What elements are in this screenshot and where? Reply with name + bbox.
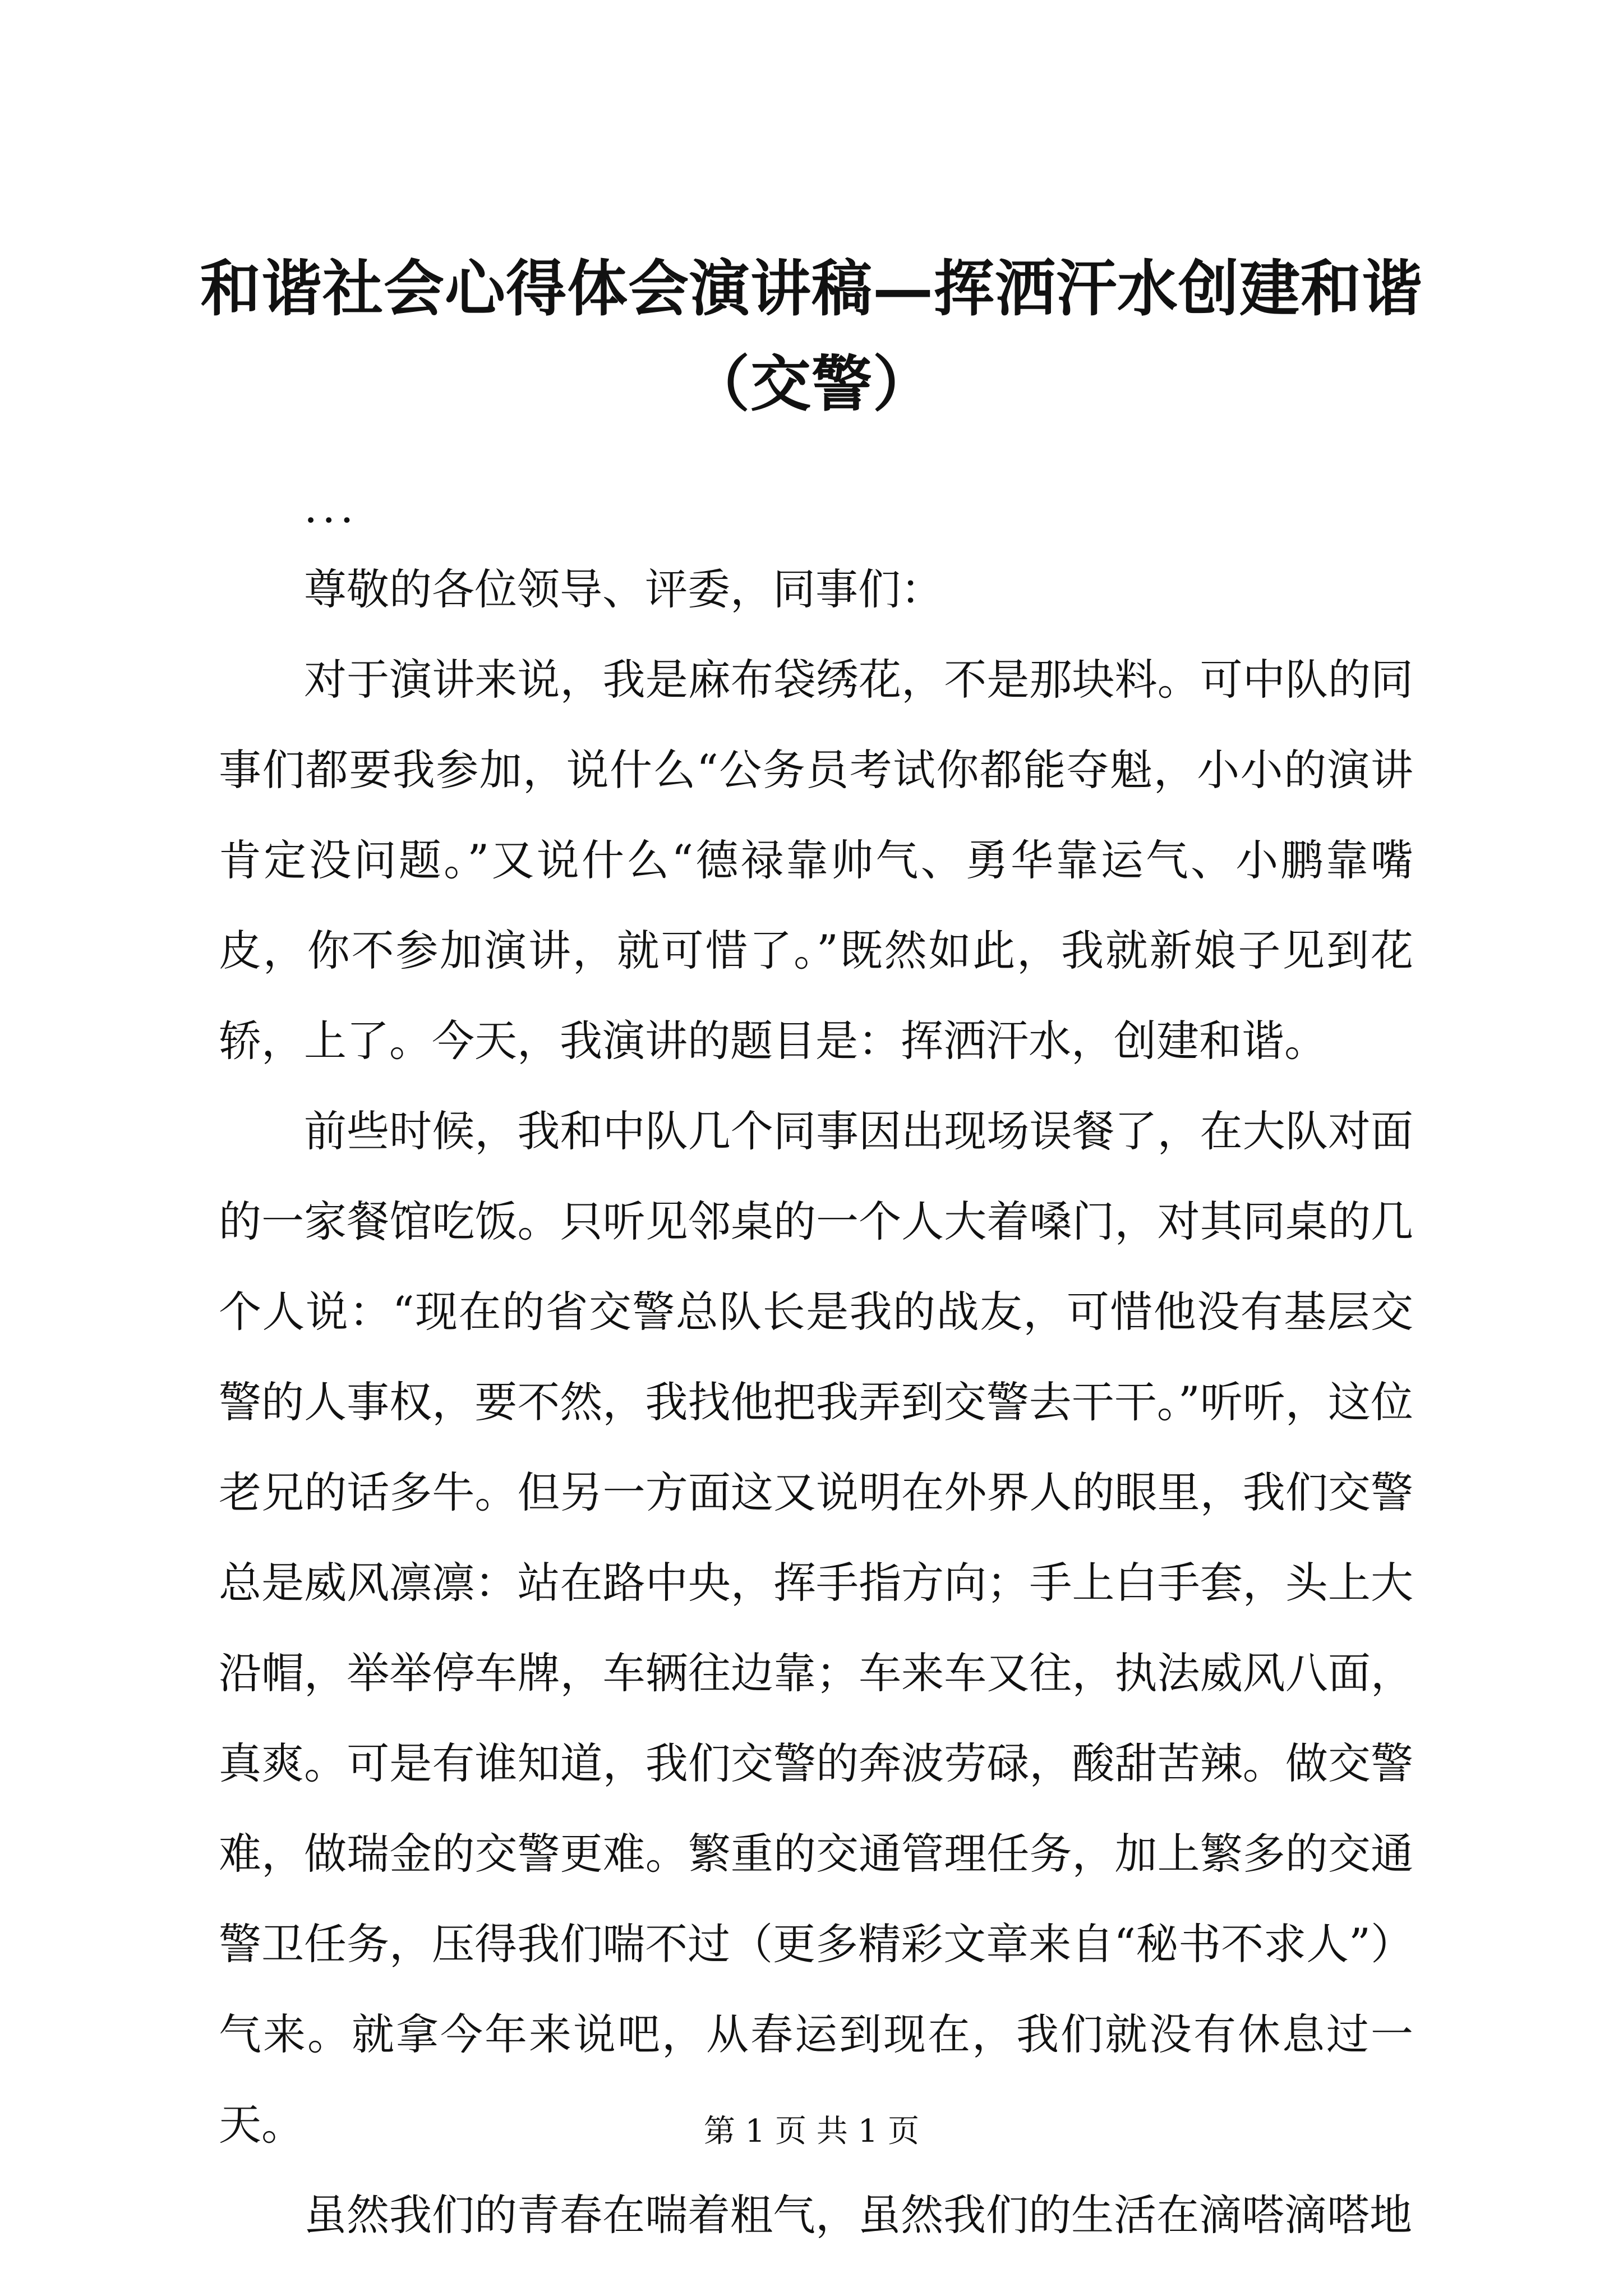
- title-line-2: （交警）: [689, 349, 934, 420]
- title-line-1: 和谐社会心得体会演讲稿—挥洒汗水创建和谐: [200, 254, 1423, 324]
- body-paragraph-3: 虽然我们的青春在喘着粗气，虽然我们的生活在滴嗒滴嗒地: [304, 2190, 1412, 2240]
- ellipsis-line: ...: [304, 482, 358, 532]
- body-paragraph-1: 对于演讲来说，我是麻布袋绣花，不是那块料。可中队的同事们都要我参加，说什么“公务员考试你都能夺魁，小小的演讲肯定没问题。”又说什么“德禄靠帅气、勇华靠运气、小鹏靠嘴皮，你不参加演讲，就可惜了。”既然如此，我就新娘子见到花轿，上了。今天，我演讲的题目是：挥洒汗水，创建和谐。: [219, 655, 1413, 1066]
- page-footer: 第 1 页 共 1 页: [703, 2113, 920, 2150]
- salutation-paragraph: 尊敬的各位领导、评委，同事们：: [304, 564, 943, 614]
- body-paragraph-2: 前些时候，我和中队几个同事因出现场误餐了，在大队对面的一家餐馆吃饭。只听见邻桌的一个人大着嗓门，对其同桌的几个人说：“现在的省交警总队长是我的战友，可惜他没有基层交警的人事权，要不然，我找他把我弄到交警去干干。”听听，这位老兄的话多牛。但另一方面这又说明在外界人的眼里，我们交警总是威风凛凛：站在路中央，挥手指方向；手上白手套，头上大沿帽，举举停车牌，车辆往边靠；车来车又往，执法威风八面，真爽。可是有谁知道，我们交警的奔波劳碌，酸甜苦辣。做交警难，做瑞金的交警更难。繁重的交通管理任务，加上繁多的交通警卫任务，压得我们喘不过（更多精彩文章来自“秘书不求人”）气来。就拿今年来说吧，从春运到现在，我们就没有休息过一天。: [219, 1106, 1413, 2150]
- document-body: [219, 471, 1413, 2260]
- document-title: [185, 241, 1438, 432]
